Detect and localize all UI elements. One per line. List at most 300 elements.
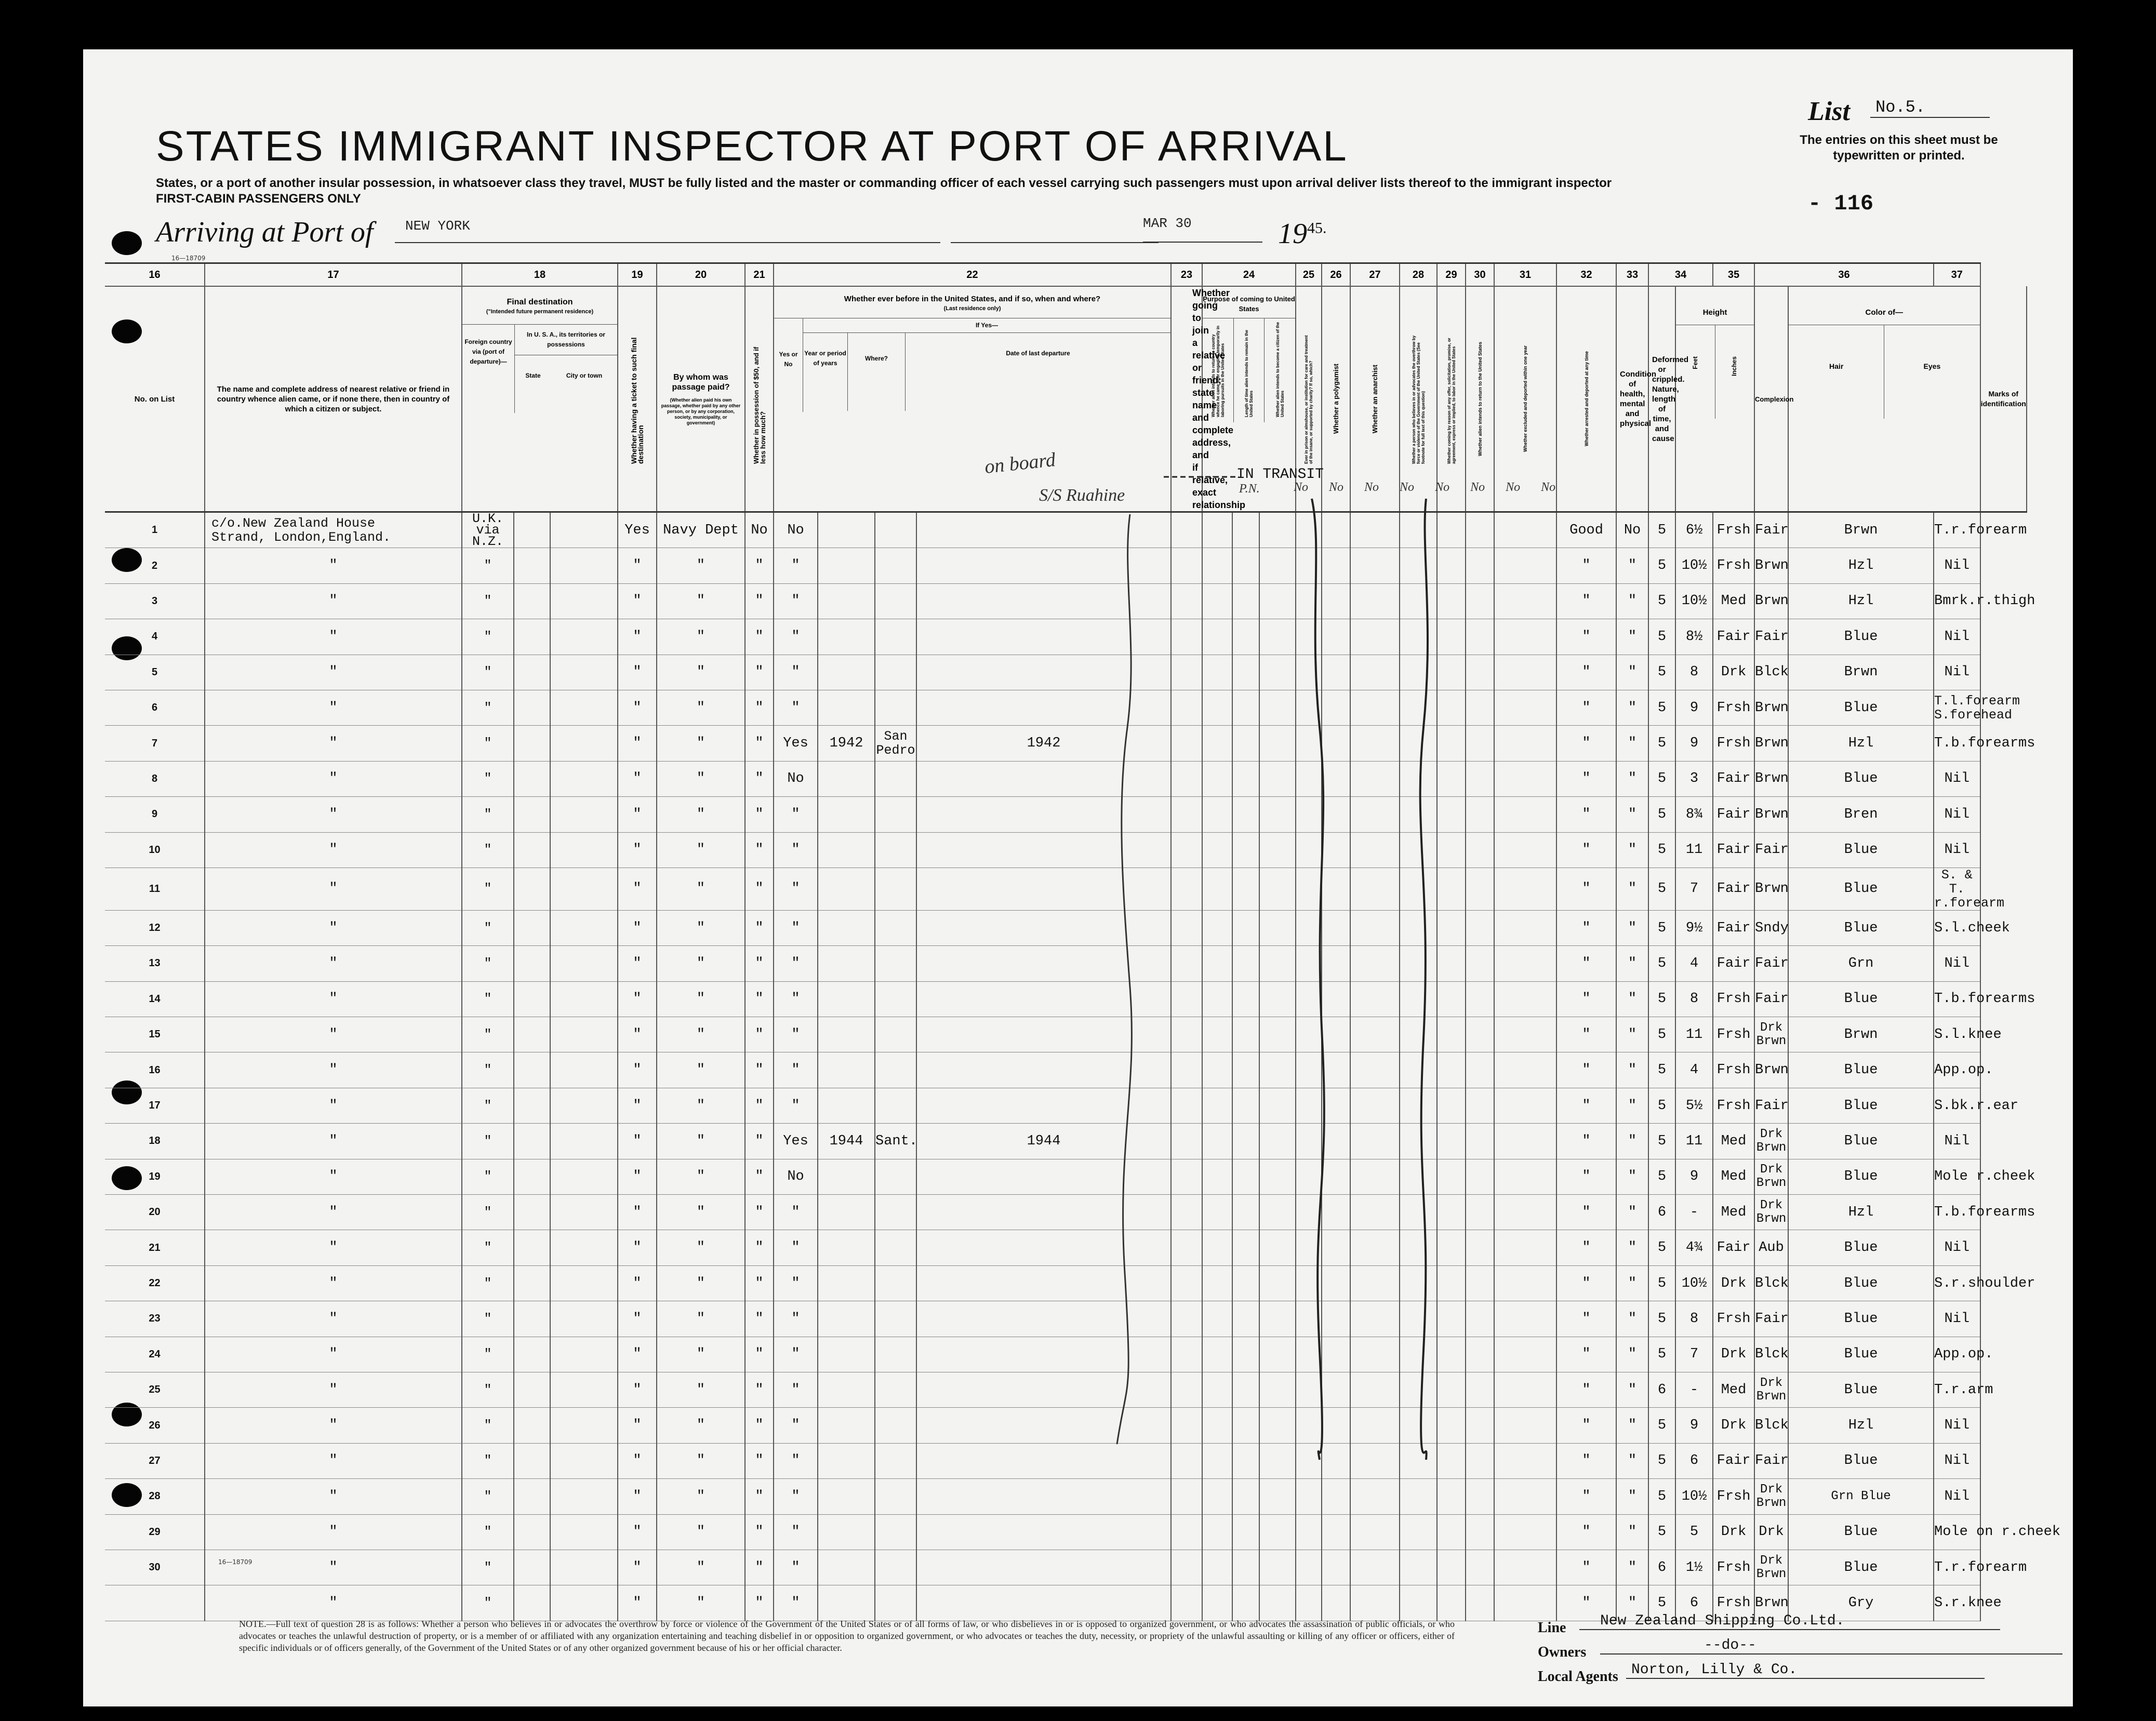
header-deformed: Deformed or crippled. Nature, length of time, and cause xyxy=(1648,286,1675,512)
money-cell: " xyxy=(745,1159,774,1194)
money-cell: " xyxy=(745,1265,774,1301)
before-cell: " xyxy=(774,1372,818,1407)
health-cell: " xyxy=(1556,548,1616,583)
relative-address: " xyxy=(205,797,462,832)
deformed-cell: " xyxy=(1616,797,1648,832)
page-title: STATES IMMIGRANT INSPECTOR AT PORT OF ARRIVAL xyxy=(156,123,1348,170)
deformed-cell: " xyxy=(1616,1124,1648,1159)
before-cell: Yes xyxy=(774,726,818,761)
row-number: 8 xyxy=(105,761,205,796)
row-number: 13 xyxy=(105,946,205,981)
eyes-label: Eyes xyxy=(1923,362,1941,370)
complexion-cell: Med xyxy=(1713,583,1754,619)
col-num: 34 xyxy=(1648,263,1713,287)
paid-by-cell: " xyxy=(657,1124,745,1159)
paid-by-cell: " xyxy=(657,583,745,619)
header-health: Condition of health, mental and physical xyxy=(1616,286,1648,512)
ticket-cell: " xyxy=(618,981,657,1017)
money-cell: " xyxy=(745,1337,774,1372)
before-cell: " xyxy=(774,690,818,725)
owners-label: Owners xyxy=(1538,1644,1587,1660)
marks-cell: Nil xyxy=(1934,797,1980,832)
hair-cell: Blck xyxy=(1754,1337,1788,1372)
departure-label: Date of last departure xyxy=(1006,350,1070,357)
feet-cell: 6 xyxy=(1648,1372,1675,1407)
before-cell: " xyxy=(774,1052,818,1088)
marks-cell: S.r.knee xyxy=(1934,1585,1980,1621)
eyes-cell: Blue xyxy=(1788,868,1934,910)
relative-address: " xyxy=(205,1195,462,1230)
before-cell: " xyxy=(774,1585,818,1621)
hair-label: Hair xyxy=(1789,325,1884,419)
page-stamp: - 116 xyxy=(1808,191,1874,216)
inches-cell: 4 xyxy=(1675,946,1713,981)
col-num: 29 xyxy=(1437,263,1466,287)
complexion-cell: Drk xyxy=(1713,1514,1754,1550)
eyes-cell: Brwn xyxy=(1788,655,1934,690)
complexion-cell: Fair xyxy=(1713,832,1754,868)
health-cell: " xyxy=(1556,1052,1616,1088)
hair-cell: Fair xyxy=(1754,946,1788,981)
marks-cell: Nil xyxy=(1934,548,1980,583)
feet-cell: 5 xyxy=(1648,548,1675,583)
complexion-cell: Frsh xyxy=(1713,1585,1754,1621)
marks-cell: Mole on r.cheek xyxy=(1934,1514,1980,1550)
passage-note: (Whether alien paid his own passage, whether paid by any other person, or by any corporation, society, municipality, or government) xyxy=(661,397,741,425)
inches-label: Inches xyxy=(1731,356,1738,377)
col-num: 36 xyxy=(1754,263,1934,287)
deformed-cell: " xyxy=(1616,1017,1648,1052)
relative-address: " xyxy=(205,1052,462,1088)
health-cell: " xyxy=(1556,1195,1616,1230)
money-cell: " xyxy=(745,1372,774,1407)
inches-cell: 3 xyxy=(1675,761,1713,796)
agents-label: Local Agents xyxy=(1538,1669,1618,1685)
feet-cell: 5 xyxy=(1648,761,1675,796)
complexion-cell: Fair xyxy=(1713,797,1754,832)
health-cell: " xyxy=(1556,797,1616,832)
before-cell: " xyxy=(774,868,818,910)
money-cell: " xyxy=(745,1514,774,1550)
purpose-a: Whether alien intends to return to country whence he came after engaging temporarily in laboring pursuits in the United States xyxy=(1210,325,1225,417)
inches-cell: 6½ xyxy=(1675,512,1713,548)
money-cell: " xyxy=(745,1052,774,1088)
feet-cell: 5 xyxy=(1648,1017,1675,1052)
health-cell: " xyxy=(1556,1230,1616,1265)
inches-cell: 9 xyxy=(1675,690,1713,725)
health-cell: " xyxy=(1556,1301,1616,1337)
paid-by-cell: " xyxy=(657,1443,745,1478)
relative-address: " xyxy=(205,726,462,761)
col-num: 18 xyxy=(462,263,618,287)
deformed-cell: " xyxy=(1616,1088,1648,1123)
marks-cell: Nil xyxy=(1934,1443,1980,1478)
hair-cell: Blck xyxy=(1754,655,1788,690)
handwritten-in-transit: IN TRANSIT xyxy=(1236,466,1324,483)
deformed-cell: " xyxy=(1616,726,1648,761)
complexion-cell: Fair xyxy=(1713,868,1754,910)
foreign-destination-line: " xyxy=(484,1559,492,1575)
feet-cell: 5 xyxy=(1648,1408,1675,1443)
deformed-cell: " xyxy=(1616,1052,1648,1088)
col-num: 19 xyxy=(618,263,657,287)
hair-cell: Brwn xyxy=(1754,1585,1788,1621)
row-number: 17 xyxy=(105,1088,205,1123)
ticket-cell: " xyxy=(618,583,657,619)
no-mark: No xyxy=(1329,481,1344,494)
before-cell: " xyxy=(774,619,818,655)
feet-cell: 5 xyxy=(1648,797,1675,832)
hair-cell: Drk Brwn xyxy=(1754,1479,1788,1514)
ticket-cell: " xyxy=(618,726,657,761)
inches-cell: 4¾ xyxy=(1675,1230,1713,1265)
header-marks: Marks of identification xyxy=(1980,286,2027,512)
eyes-cell: Blue xyxy=(1788,1550,1934,1585)
foreign-destination-line: U.K. xyxy=(472,511,503,526)
marks-cell: Nil xyxy=(1934,832,1980,868)
list-label: List xyxy=(1808,97,1850,126)
col-num: 26 xyxy=(1322,263,1350,287)
header-complexion: Complexion xyxy=(1754,286,1788,512)
agents-value: Norton, Lilly & Co. xyxy=(1626,1662,1985,1679)
eyes-cell: Blue xyxy=(1788,690,1934,725)
relative-address: " xyxy=(205,1301,462,1337)
feet-cell: 5 xyxy=(1648,946,1675,981)
before-cell: No xyxy=(774,512,818,548)
relative-address: " xyxy=(205,1124,462,1159)
header-polygamist-text: Whether a polygamist xyxy=(1332,364,1340,434)
eyes-cell: Blue xyxy=(1788,1230,1934,1265)
money-cell: " xyxy=(745,1088,774,1123)
row-number: 29 xyxy=(105,1514,205,1550)
where-cell: Sant. xyxy=(875,1124,916,1159)
foreign-destination-line: " xyxy=(484,771,492,786)
ticket-cell: " xyxy=(618,690,657,725)
list-number: No.5. xyxy=(1870,98,1990,118)
header-overthrow-text: Whether a person who believes in or advocates the overthrow by force or violence of the Government of the United States (See footnote for full text of this question) xyxy=(1411,335,1426,464)
paid-by-cell: " xyxy=(657,1514,745,1550)
complexion-cell: Drk xyxy=(1713,1337,1754,1372)
relative-address: " xyxy=(205,1265,462,1301)
paid-by-cell: Navy Dept xyxy=(657,512,745,548)
ticket-cell: " xyxy=(618,1265,657,1301)
inches-cell: 11 xyxy=(1675,832,1713,868)
paid-by-cell: " xyxy=(657,726,745,761)
final-destination-note: ("Intended future permanent residence) xyxy=(486,309,594,315)
deformed-cell: " xyxy=(1616,583,1648,619)
col-num: 37 xyxy=(1934,263,1980,287)
health-cell: " xyxy=(1556,1550,1616,1585)
health-cell: " xyxy=(1556,910,1616,945)
inches-cell: 10½ xyxy=(1675,548,1713,583)
before-in-us-title: Whether ever before in the United States, and if so, when and where? xyxy=(844,295,1101,303)
foreign-destination-line: " xyxy=(484,1453,492,1469)
health-cell: " xyxy=(1556,1408,1616,1443)
deformed-cell: " xyxy=(1616,1443,1648,1478)
ticket-cell: " xyxy=(618,1337,657,1372)
inches-cell: - xyxy=(1675,1372,1713,1407)
paid-by-cell: " xyxy=(657,910,745,945)
foreign-destination-line: via xyxy=(476,522,500,538)
feet-cell: 5 xyxy=(1648,1337,1675,1372)
money-cell: " xyxy=(745,981,774,1017)
eyes-cell: Blue xyxy=(1788,1124,1934,1159)
health-cell: " xyxy=(1556,583,1616,619)
ticket-cell: " xyxy=(618,1088,657,1123)
departure-cell: 1944 xyxy=(916,1124,1171,1159)
foreign-destination-line: " xyxy=(484,700,492,715)
eyes-cell: Brwn xyxy=(1788,512,1934,548)
health-cell: " xyxy=(1556,1372,1616,1407)
health-cell: " xyxy=(1556,1585,1616,1621)
feet-cell: 5 xyxy=(1648,1443,1675,1478)
ticket-cell: " xyxy=(618,910,657,945)
health-cell: " xyxy=(1556,868,1616,910)
ditto-wave xyxy=(1117,514,1132,1444)
col-num: 35 xyxy=(1713,263,1754,287)
eyes-cell: Blue xyxy=(1788,1337,1934,1372)
paid-by-cell: " xyxy=(657,548,745,583)
hair-cell: Drk xyxy=(1754,1514,1788,1550)
header-join-relative: Whether going to join a relative or friend; state name and complete address, and if relative, exact relationship xyxy=(1171,286,1202,512)
deformed-cell: " xyxy=(1616,655,1648,690)
header-money-text: Whether in possession of $50, and if less how much? xyxy=(752,346,767,464)
eyes-cell: Blue xyxy=(1788,910,1934,945)
marks-cell: Bmrk.r.thigh xyxy=(1934,583,1980,619)
col-num: 31 xyxy=(1494,263,1556,287)
marks-cell: S.bk.r.ear xyxy=(1934,1088,1980,1123)
relative-address: " xyxy=(205,1514,462,1550)
relative-address: " xyxy=(205,690,462,725)
paid-by-cell: " xyxy=(657,1408,745,1443)
relative-address: " xyxy=(205,832,462,868)
feet-cell: 5 xyxy=(1648,910,1675,945)
inches-cell: 1½ xyxy=(1675,1550,1713,1585)
paid-by-cell: " xyxy=(657,797,745,832)
year-cell: 1942 xyxy=(818,726,875,761)
health-cell: " xyxy=(1556,761,1616,796)
form-ref: 16—18709 xyxy=(171,255,206,262)
eyes-cell: Brwn xyxy=(1788,1017,1934,1052)
marks-cell: Nil xyxy=(1934,1479,1980,1514)
paid-by-cell: " xyxy=(657,1479,745,1514)
row-number: 18 xyxy=(105,1124,205,1159)
ticket-cell: " xyxy=(618,761,657,796)
before-cell: " xyxy=(774,548,818,583)
paid-by-cell: " xyxy=(657,1265,745,1301)
complexion-cell: Fair xyxy=(1713,910,1754,945)
inches-cell: 5 xyxy=(1675,1514,1713,1550)
complexion-cell: Drk xyxy=(1713,655,1754,690)
relative-address: " xyxy=(205,1479,462,1514)
money-cell: " xyxy=(745,1230,774,1265)
paid-by-cell: " xyxy=(657,1585,745,1621)
deformed-cell: No xyxy=(1616,512,1648,548)
eyes-cell: Blue xyxy=(1788,1052,1934,1088)
before-cell: " xyxy=(774,1265,818,1301)
eyes-cell: Hzl xyxy=(1788,1408,1934,1443)
relative-address: " xyxy=(205,868,462,910)
paid-by-cell: " xyxy=(657,761,745,796)
money-cell: " xyxy=(745,1479,774,1514)
foreign-destination-line: " xyxy=(484,1346,492,1362)
header-anarchist-text: Whether an anarchist xyxy=(1371,364,1379,434)
foreign-destination-line: " xyxy=(484,1062,492,1078)
col-num: 21 xyxy=(745,263,774,287)
before-cell: " xyxy=(774,1230,818,1265)
feet-cell: 5 xyxy=(1648,1514,1675,1550)
deformed-cell: " xyxy=(1616,832,1648,868)
relative-address: " xyxy=(205,1372,462,1407)
deformed-cell: " xyxy=(1616,619,1648,655)
row-number: 14 xyxy=(105,981,205,1017)
money-cell: " xyxy=(745,726,774,761)
year-cell: 1944 xyxy=(818,1124,875,1159)
deformed-cell: " xyxy=(1616,946,1648,981)
purpose-b: Length of time alien intends to remain in the United States xyxy=(1244,329,1254,417)
header-arrested-text: Whether arrested and deported at any time xyxy=(1583,351,1589,447)
row-number: 25 xyxy=(105,1372,205,1407)
hair-cell: Drk Brwn xyxy=(1754,1124,1788,1159)
marks-cell-line: S.forehead xyxy=(1934,707,2013,723)
relative-address: " xyxy=(205,655,462,690)
before-in-us-note: (Last residence only) xyxy=(943,305,1001,312)
complexion-cell: Frsh xyxy=(1713,1479,1754,1514)
row-number: 3 xyxy=(105,583,205,619)
relative-address: " xyxy=(205,1230,462,1265)
deformed-cell: " xyxy=(1616,1408,1648,1443)
hair-cell: Brwn xyxy=(1754,726,1788,761)
header-list-no: No. on List xyxy=(105,286,205,512)
row-number: 2 xyxy=(105,548,205,583)
where-cell-line: San xyxy=(884,729,908,744)
ticket-cell: " xyxy=(618,1195,657,1230)
money-cell: " xyxy=(745,946,774,981)
instructions-line: FIRST-CABIN PASSENGERS ONLY xyxy=(156,192,361,206)
header-labor-offer-text: Whether coming by reason of any offer, solicitation, promise, or agreement, express or implied, to labor in the United States xyxy=(1446,338,1456,464)
money-cell: " xyxy=(745,583,774,619)
before-cell: " xyxy=(774,797,818,832)
no-mark: No xyxy=(1541,481,1556,494)
inches-cell: 6 xyxy=(1675,1443,1713,1478)
inches-cell: 11 xyxy=(1675,1017,1713,1052)
foreign-destination-line: N.Z. xyxy=(472,533,503,549)
health-cell: " xyxy=(1556,726,1616,761)
ticket-cell: " xyxy=(618,1230,657,1265)
money-cell: " xyxy=(745,761,774,796)
ditto-wave xyxy=(1312,499,1324,1460)
feet-cell: 5 xyxy=(1648,1230,1675,1265)
no-mark: No xyxy=(1400,481,1415,494)
before-cell: " xyxy=(774,832,818,868)
row-number: 22 xyxy=(105,1265,205,1301)
complexion-cell: Frsh xyxy=(1713,1052,1754,1088)
foreign-destination-line: " xyxy=(484,1133,492,1149)
departure-cell: 1942 xyxy=(916,726,1171,761)
foreign-destination-line: " xyxy=(484,1240,492,1256)
year-prefix: 19 xyxy=(1278,218,1307,250)
health-cell: " xyxy=(1556,655,1616,690)
marks-cell-line: r.forearm xyxy=(1934,895,2005,911)
footnote: NOTE.—Full text of question 28 is as follows: Whether a person who believes in or advocates the overthrow by force or violence of the Government of the United States or of all forms of law, or who disbelieves in or is opposed to organized government, or who advocates the assassination of public officials, or who advocates or teaches the unlawful destruction of property, or is a member of or affiliated with any organization entertaining and teaching disbelief in or opposition to organized government, or who advocates or teaches the duty, necessity, or propriety of the unlawful assaulting or killing of any officer or officers, either of specific individuals or of officers generally, of the Government of the United States or of any other organized government because of his or her official character. xyxy=(239,1619,1455,1653)
row-number: 5 xyxy=(105,655,205,690)
row-number: 24 xyxy=(105,1337,205,1372)
hair-cell: Blck xyxy=(1754,1265,1788,1301)
complexion-cell: Frsh xyxy=(1713,512,1754,548)
before-cell: " xyxy=(774,655,818,690)
inches-cell: 9 xyxy=(1675,1408,1713,1443)
marks-cell: Nil xyxy=(1934,1124,1980,1159)
money-cell: " xyxy=(745,1017,774,1052)
city-label: City or town xyxy=(566,372,603,379)
no-mark: No xyxy=(1364,481,1379,494)
feet-cell: 5 xyxy=(1648,1088,1675,1123)
complexion-cell: Frsh xyxy=(1713,1301,1754,1337)
handwritten-onboard: on board xyxy=(983,448,1057,478)
deformed-cell: " xyxy=(1616,548,1648,583)
inches-cell: 8½ xyxy=(1675,619,1713,655)
deformed-cell: " xyxy=(1616,1301,1648,1337)
money-cell: " xyxy=(745,910,774,945)
money-cell: " xyxy=(745,655,774,690)
eyes-cell: Hzl xyxy=(1788,1195,1934,1230)
date-field: MAR 30 xyxy=(1143,216,1262,243)
paid-by-cell: " xyxy=(657,868,745,910)
before-cell: " xyxy=(774,1017,818,1052)
no-mark: No xyxy=(1435,481,1450,494)
eyes-cell: Blue xyxy=(1788,1159,1934,1194)
money-cell: " xyxy=(745,690,774,725)
health-cell: " xyxy=(1556,1017,1616,1052)
row-number: 4 xyxy=(105,619,205,655)
paid-by-cell: " xyxy=(657,1550,745,1585)
passage-title: By whom was passage paid? xyxy=(672,372,730,392)
row-number: 15 xyxy=(105,1017,205,1052)
col-num: 32 xyxy=(1556,263,1616,287)
foreign-destination-line: " xyxy=(484,991,492,1007)
money-cell: " xyxy=(745,1443,774,1478)
marks-cell: Nil xyxy=(1934,946,1980,981)
inches-cell: 9 xyxy=(1675,726,1713,761)
deformed-cell: " xyxy=(1616,981,1648,1017)
deformed-cell: " xyxy=(1616,1479,1648,1514)
feet-cell: 5 xyxy=(1648,1301,1675,1337)
row-number: 28 xyxy=(105,1479,205,1514)
before-cell: " xyxy=(774,1088,818,1123)
row-number: 6 xyxy=(105,690,205,725)
list-note: The entries on this sheet must be typewritten or printed. xyxy=(1800,133,1998,163)
deformed-cell: " xyxy=(1616,1337,1648,1372)
health-cell: " xyxy=(1556,1265,1616,1301)
paid-by-cell: " xyxy=(657,946,745,981)
foreign-destination-line: " xyxy=(484,842,492,858)
header-prison-text: Ever in prison or almshouse, or institution for care and treatment of the insane, or supported by charity? If so, which? xyxy=(1304,335,1314,464)
row-number: 21 xyxy=(105,1230,205,1265)
inches-cell: 11 xyxy=(1675,1124,1713,1159)
health-cell: Good xyxy=(1556,512,1616,548)
feet-cell: 5 xyxy=(1648,1265,1675,1301)
feet-cell: 6 xyxy=(1648,1550,1675,1585)
feet-cell: 5 xyxy=(1648,1159,1675,1194)
header-relative: The name and complete address of nearest relative or friend in country whence alien came, or if none there, then in country of which a citizen or subject. xyxy=(205,286,462,512)
row-number: 11 xyxy=(105,868,205,910)
inches-cell: 4 xyxy=(1675,1052,1713,1088)
ticket-cell: " xyxy=(618,832,657,868)
hair-cell: Brwn xyxy=(1754,690,1788,725)
hair-cell: Fair xyxy=(1754,1088,1788,1123)
foreign-destination-line: " xyxy=(484,955,492,971)
marks-cell: T.b.forearms xyxy=(1934,981,1980,1017)
